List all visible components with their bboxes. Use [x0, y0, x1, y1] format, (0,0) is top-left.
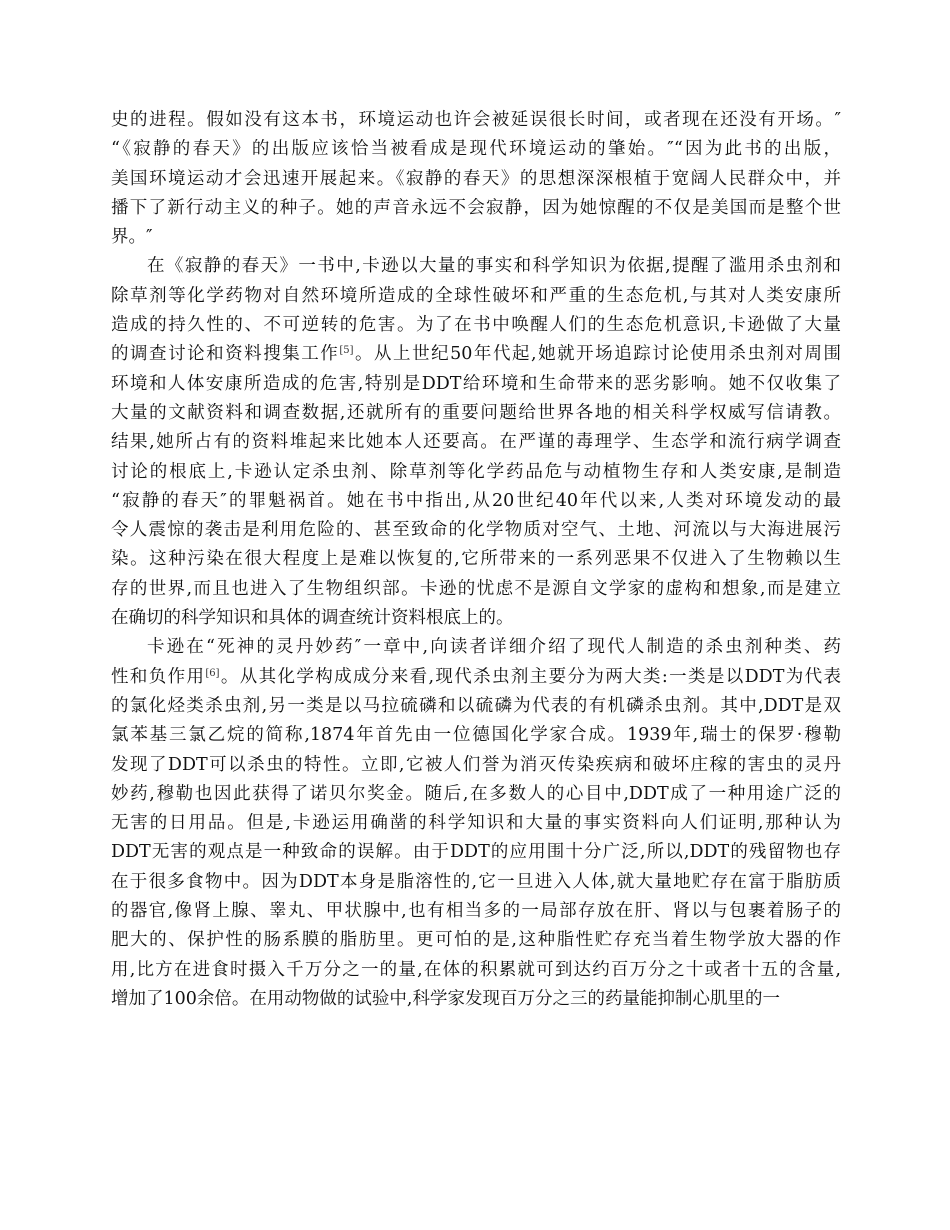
- text-line: 讨论的根底上,卡逊认定杀虫剂、除草剂等化学药品危与动植物生存和人类安康,是制造: [111, 461, 841, 482]
- text-line: 增加了100余倍。在用动物做的试验中,科学家发现百万分之三的药量能抑制心肌里的一: [111, 988, 780, 1009]
- text-line: 环境和人体安康所造成的危害,特别是DDT给环境和生命带来的恶劣影响。她不仅收集了: [111, 373, 841, 394]
- text-segment: 。从其化学构成成分来看,现代杀虫剂主要分为两大类:一类是以DDT为代表: [219, 666, 841, 687]
- text-line-with-citation: [111, 340, 841, 369]
- text-line: 卡逊在“死神的灵丹妙药″一章中,向读者详细介绍了现代人制造的杀虫剂种类、药: [147, 637, 841, 658]
- text-line: 染。这种污染在很大程度上是难以恢复的,它所带来的一系列恶果不仅进入了生物赖以生: [111, 549, 841, 570]
- text-line: 的器官,像肾上腺、睾丸、甲状腺中,也有相当多的一局部存放在肝、肾以与包裹着肠子的: [111, 901, 841, 922]
- text-line: “寂静的春天″的罪魁祸首。她在书中指出,从20世纪40年代以来,人类对环境发动的最: [111, 490, 841, 511]
- text-line: 令人震惊的袭击是利用危险的、甚至致命的化学物质对空气、土地、河流以与大海进展污: [111, 520, 841, 541]
- text-line: 美国环境运动才会迅速开展起来。《寂静的春天》的思想深深根植于宽阔人民群众中，并: [111, 168, 841, 189]
- text-line: 除草剂等化学药物对自然环境所造成的全球性破坏和严重的生态危机,与其对人类安康所: [111, 285, 841, 306]
- text-line: 在确切的科学知识和具体的调查统计资料根底上的。: [111, 608, 514, 629]
- text-line: DDT无害的观点是一种致命的误解。由于DDT的应用围十分广泛,所以,DDT的残留物也存: [111, 842, 841, 863]
- text-line: 氯苯基三氯乙烷的简称,1874年首先由一位德国化学家合成。1939年,瑞士的保罗·穆勒: [111, 725, 841, 746]
- text-line: 存的世界,而且也进入了生物组织部。卡逊的忧虑不是源自文学家的虚构和想象,而是建立: [111, 578, 841, 599]
- text-line-with-citation: [111, 663, 841, 692]
- paragraph-1: [111, 106, 841, 252]
- text-line: 结果,她所占有的资料堆起来比她本人还要高。在严谨的毒理学、生态学和流行病学调查: [111, 432, 841, 453]
- text-line: 肥大的、保护性的肠系膜的脂肪里。更可怕的是,这种脂性贮存充当着生物学放大器的作: [111, 930, 841, 951]
- text-line: 界。″: [111, 227, 153, 248]
- text-line: 播下了新行动主义的种子。她的声音永远不会寂静，因为她惊醒的不仅是美国而是整个世: [111, 197, 841, 218]
- text-segment: 性和负作用: [111, 666, 206, 687]
- text-line: 无害的日用品。但是,卡逊运用确凿的科学知识和大量的事实资料向人们证明,那种认为: [111, 813, 841, 834]
- text-segment: 的调查讨论和资料搜集工作: [111, 344, 340, 365]
- text-line: 史的进程。假如没有这本书，环境运动也许会被延误很长时间，或者现在还没有开场。″: [111, 110, 841, 130]
- document-page: [111, 106, 841, 1014]
- text-line: 在《寂静的春天》一书中,卡逊以大量的事实和科学知识为依据,提醒了滥用杀虫剂和: [147, 256, 841, 277]
- citation-ref: [6]: [205, 667, 220, 679]
- text-line: 发现了DDT可以杀虫的特性。立即,它被人们誉为消灭传染疾病和破坏庄稼的害虫的灵丹: [111, 754, 841, 775]
- paragraph-2: [111, 252, 841, 633]
- text-line: 妙药,穆勒也因此获得了诺贝尔奖金。随后,在多数人的心目中,DDT成了一种用途广泛的: [111, 783, 841, 804]
- citation-ref: [5]: [339, 345, 354, 357]
- text-line: 在于很多食物中。因为DDT本身是脂溶性的,它一旦进入人体,就大量地贮存在富于脂肪质: [111, 871, 841, 892]
- text-line: 大量的文献资料和调查数据,还就所有的重要问题给世界各地的相关科学权威写信请教。: [111, 402, 841, 423]
- paragraph-3: [111, 633, 841, 1014]
- text-line: “《寂静的春天》的出版应该恰当被看成是现代环境运动的肇始。″“因为此书的出版，: [111, 139, 841, 160]
- text-line: 用,比方在进食时摄入千万分之一的量,在体的积累就可到达约百万分之十或者十五的含量,: [111, 959, 841, 980]
- text-line: 的氯化烃类杀虫剂,另一类是以马拉硫磷和以硫磷为代表的有机磷杀虫剂。其中,DDT是双: [111, 695, 841, 716]
- text-segment: 。从上世纪50年代起,她就开场追踪讨论使用杀虫剂对周围: [353, 344, 841, 365]
- text-line: 造成的持久性的、不可逆转的危害。为了在书中唤醒人们的生态危机意识,卡逊做了大量: [111, 315, 841, 336]
